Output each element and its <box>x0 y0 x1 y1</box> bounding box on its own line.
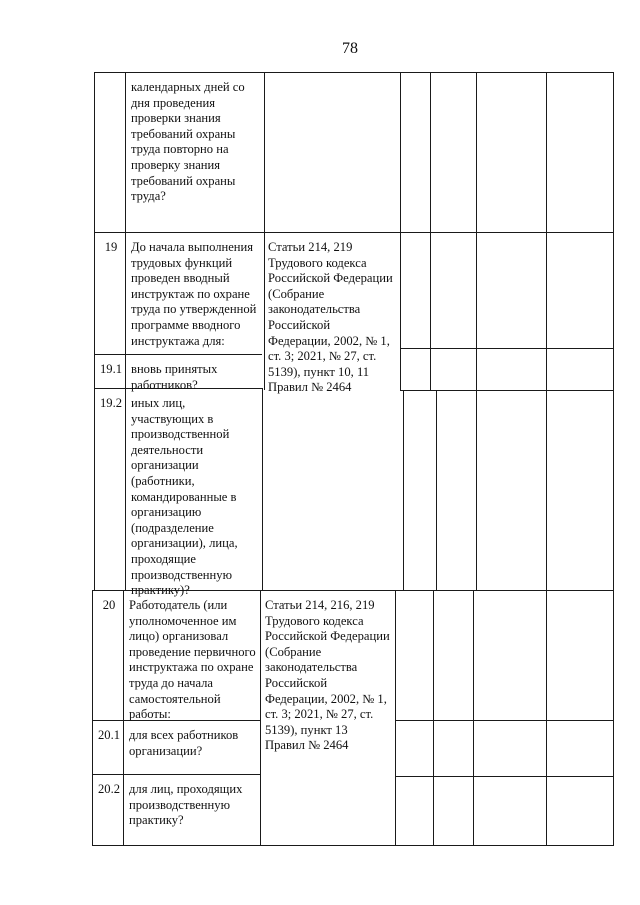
col-border <box>613 390 614 590</box>
question-text: вновь принятых работников? <box>131 362 218 392</box>
col-border <box>613 590 614 845</box>
col-border <box>546 590 547 845</box>
col-border <box>395 590 396 845</box>
col-border <box>476 72 477 390</box>
col-border <box>125 388 126 590</box>
col-border <box>94 72 95 390</box>
row-number: 20 <box>102 598 116 612</box>
question-text: календарных дней со дня проведения проверки знания требований охраны труда повторно на проверку знания требований охраны труда? <box>131 80 245 204</box>
row-border <box>92 774 260 775</box>
col-border <box>400 72 401 390</box>
page-number: 78 <box>342 40 358 57</box>
legal-reference: Статьи 214, 219 Трудового кодекса Российской Федерации (Собрание законодательства Российской Федерации, 2002, № 1, ст. 3; 2021, № 27, ст. 5139), пункт 10, 11 Правил № 2464 <box>268 240 393 395</box>
row-border <box>400 390 614 391</box>
row-border <box>400 348 614 349</box>
col-border <box>403 390 404 590</box>
col-border <box>546 72 547 390</box>
col-border <box>94 388 95 590</box>
question-text: Работодатель (или уполномоченное им лицо) организовал проведение первичного инструктажа по охране труда до начала самостоятельной работы: <box>129 598 256 722</box>
col-border <box>430 72 431 390</box>
question-text: До начала выполнения трудовых функций проведен вводный инструктаж по охране труда по утвержденной программе вводного инструктажа для: <box>131 240 257 348</box>
row-number: 20.2 <box>97 782 121 796</box>
col-border <box>92 590 93 845</box>
row-number: 19 <box>104 240 118 254</box>
row-number: 20.1 <box>97 728 121 742</box>
row-border <box>395 776 614 777</box>
row-border <box>92 845 614 846</box>
question-text: для лиц, проходящих производственную практику? <box>129 782 243 828</box>
col-border <box>433 590 434 845</box>
col-border <box>125 72 126 390</box>
question-text: для всех работников организации? <box>129 728 239 758</box>
row-border <box>395 720 614 721</box>
row-border <box>94 232 614 233</box>
row-number: 19.1 <box>99 362 123 376</box>
row-number: 19.2 <box>99 396 123 410</box>
col-border <box>264 72 265 390</box>
col-border <box>613 72 614 390</box>
col-border <box>260 590 261 845</box>
legal-reference: Статьи 214, 216, 219 Трудового кодекса Российской Федерации (Собрание законодательства Российской Федерации, 2002, № 1, ст. 3; 2021, № 27, ст. 5139), пункт 13 Правил № 2464 <box>265 598 390 753</box>
row-border <box>94 354 262 355</box>
col-border <box>546 390 547 590</box>
col-border <box>476 390 477 590</box>
row-border <box>94 72 614 73</box>
col-border <box>473 590 474 845</box>
col-border <box>123 590 124 845</box>
col-border <box>262 388 263 590</box>
question-text: иных лиц, участвующих в производственной деятельности организации (работники, командированные в организацию (подразделение организации), лица, проходящие производственную практику)? <box>131 396 238 598</box>
col-border <box>436 390 437 590</box>
